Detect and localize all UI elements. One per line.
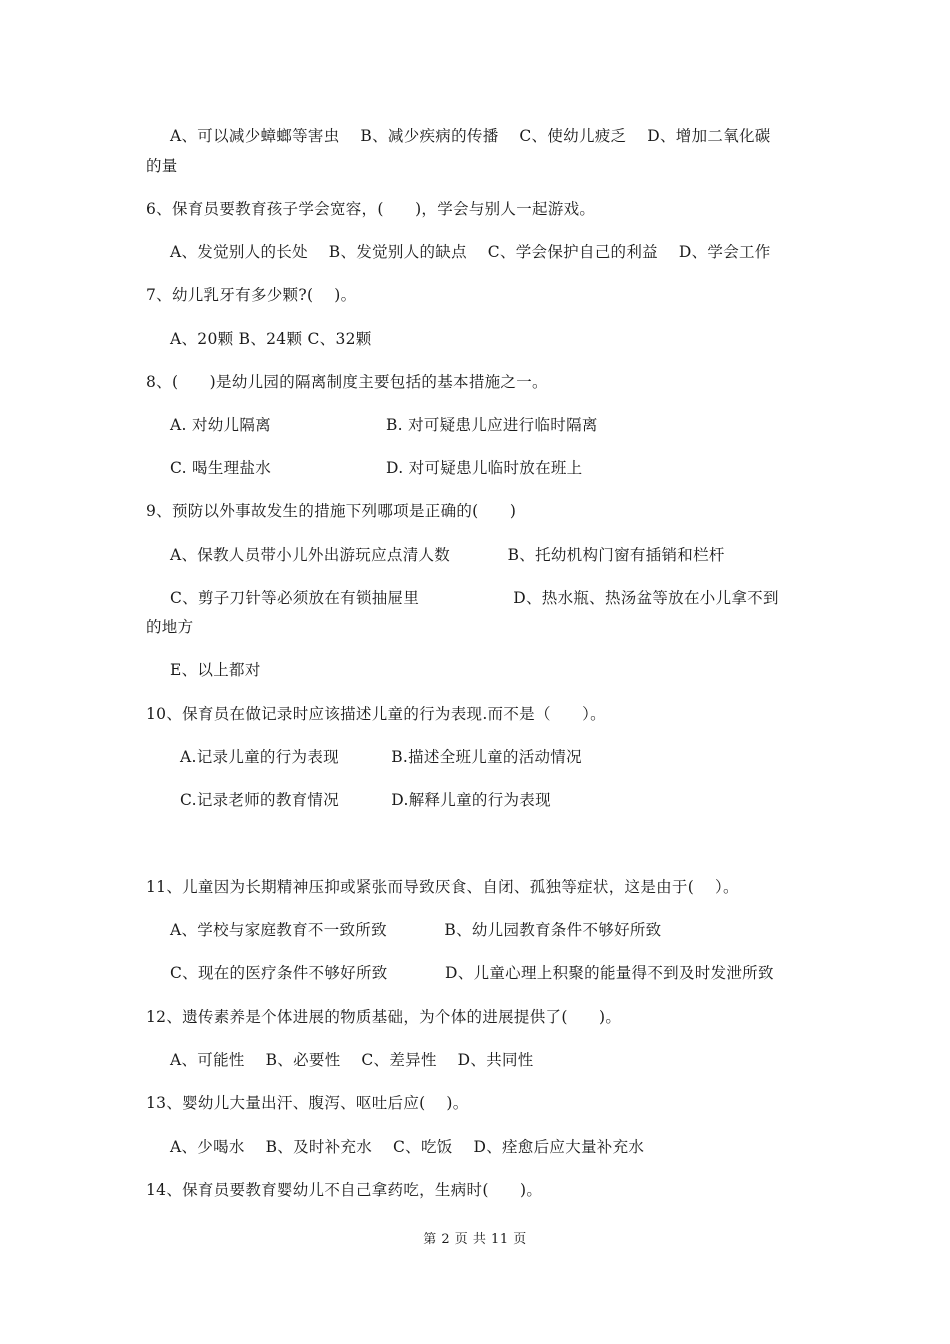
question-13: 13、婴幼儿大量出汗、腹泻、呕吐后应( )。 (146, 1094, 469, 1112)
q7-options: A、20颗 B、24颗 C、32颗 (170, 330, 372, 348)
q9-option-e: E、以上都对 (170, 661, 261, 679)
question-8: 8、( )是幼儿园的隔离制度主要包括的基本措施之一。 (146, 373, 548, 391)
q6-options: A、发觉别人的长处 B、发觉别人的缺点 C、学会保护自己的利益 D、学会工作 (170, 243, 771, 261)
q5-options-continuation: 的量 (146, 157, 178, 175)
q9-options-continuation: 的地方 (146, 618, 194, 636)
q10-options-ab: A.记录儿童的行为表现 B.描述全班儿童的活动情况 (180, 748, 582, 766)
q13-options: A、少喝水 B、及时补充水 C、吃饭 D、痊愈后应大量补充水 (170, 1138, 645, 1156)
question-9: 9、预防以外事故发生的措施下列哪项是正确的( ) (146, 502, 517, 520)
q9-options-ab: A、保教人员带小儿外出游玩应点清人数 B、托幼机构门窗有插销和栏杆 (170, 546, 725, 564)
question-11: 11、儿童因为长期精神压抑或紧张而导致厌食、自闭、孤独等症状，这是由于( ）。 (146, 878, 739, 896)
q5-options-line: A、可以减少蟑螂等害虫 B、减少疾病的传播 C、使幼儿疲乏 D、增加二氧化碳 (170, 127, 771, 145)
q11-options-cd: C、现在的医疗条件不够好所致 D、儿童心理上积聚的能量得不到及时发泄所致 (170, 964, 774, 982)
question-14: 14、保育员要教育婴幼儿不自己拿药吃，生病时( )。 (146, 1181, 543, 1199)
q11-options-ab: A、学校与家庭教育不一致所致 B、幼儿园教育条件不够好所致 (170, 921, 662, 939)
q10-options-cd: C.记录老师的教育情况 D.解释儿童的行为表现 (180, 791, 551, 809)
question-7: 7、幼儿乳牙有多少颗?( )。 (146, 286, 357, 304)
question-12: 12、遗传素养是个体进展的物质基础，为个体的进展提供了( )。 (146, 1008, 622, 1026)
q12-options: A、可能性 B、必要性 C、差异性 D、共同性 (170, 1051, 534, 1069)
q9-options-cd: C、剪子刀针等必须放在有锁抽屉里 D、热水瓶、热汤盆等放在小儿拿不到 (170, 589, 779, 607)
question-10: 10、保育员在做记录时应该描述儿童的行为表现.而不是（ ）。 (146, 705, 606, 723)
page-footer: 第 2 页 共 11 页 (423, 1232, 527, 1247)
question-6: 6、保育员要教育孩子学会宽容，( )，学会与别人一起游戏。 (146, 200, 596, 218)
q8-options-ab: A. 对幼儿隔离 B. 对可疑患儿应进行临时隔离 (170, 416, 598, 434)
q8-options-cd: C. 喝生理盐水 D. 对可疑患儿临时放在班上 (170, 459, 583, 477)
